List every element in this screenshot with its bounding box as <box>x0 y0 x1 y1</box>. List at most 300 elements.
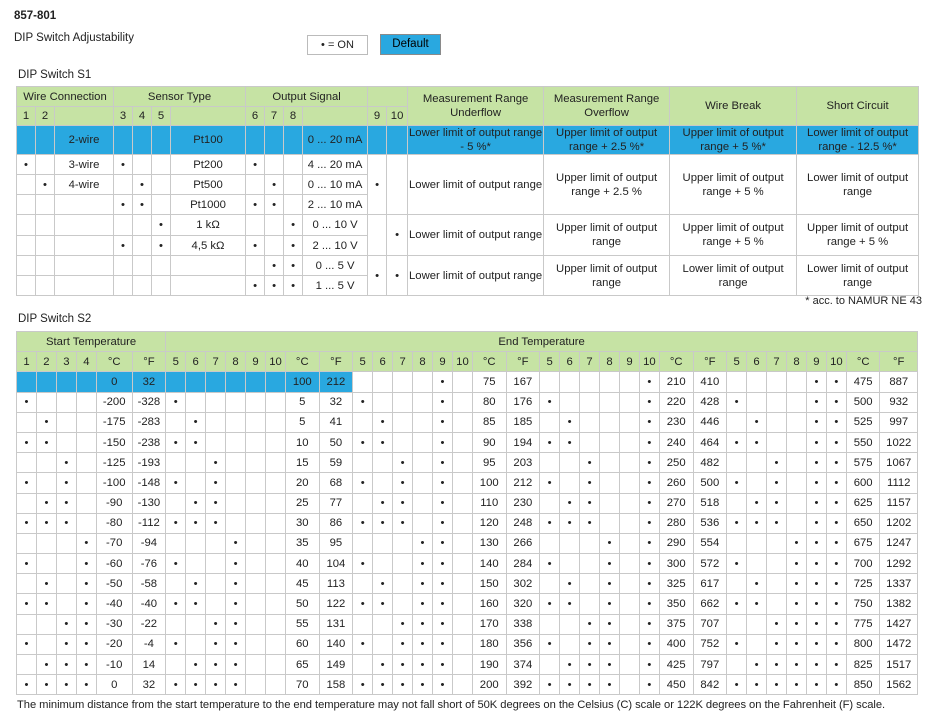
end-fahrenheit: 1112 <box>880 473 918 493</box>
dip-state <box>17 574 37 594</box>
end-celsius: 100 <box>285 372 319 392</box>
end-celsius: 45 <box>285 574 319 594</box>
end-celsius: 110 <box>472 493 506 513</box>
dip-state: • <box>767 614 787 634</box>
empty-cell <box>17 236 36 256</box>
dip-state <box>452 372 472 392</box>
dip-state <box>600 473 620 493</box>
end-fahrenheit: 842 <box>693 675 727 695</box>
dip-state: • <box>56 453 76 473</box>
dip-state <box>56 412 76 432</box>
dip-state <box>152 195 171 215</box>
dip-state: • <box>353 554 373 574</box>
dip-state <box>265 236 284 256</box>
dip-state: • <box>747 574 767 594</box>
output-signal-label: 0 ... 5 V <box>303 256 368 276</box>
end-fahrenheit: 1382 <box>880 594 918 614</box>
dip-state: • <box>727 392 747 412</box>
dip-state: • <box>17 432 37 452</box>
header-spacer <box>171 107 246 126</box>
dip-state: • <box>433 533 453 553</box>
dip-state <box>619 655 639 675</box>
dip-state: • <box>433 453 453 473</box>
dip-state: • <box>166 675 186 695</box>
empty-cell <box>152 276 171 296</box>
dip-state <box>17 175 36 195</box>
start-celsius: -175 <box>96 412 132 432</box>
dip-state <box>540 372 560 392</box>
dip-state: • <box>787 554 807 574</box>
dip-state: • <box>639 554 659 574</box>
end-column-header: 5 <box>353 352 373 372</box>
end-fahrenheit: 95 <box>319 533 353 553</box>
dip-state: • <box>56 675 76 695</box>
dip-state <box>284 175 303 195</box>
end-fahrenheit: 104 <box>319 554 353 574</box>
start-celsius: -40 <box>96 594 132 614</box>
start-celsius: -100 <box>96 473 132 493</box>
end-celsius: 230 <box>659 412 693 432</box>
end-celsius: 475 <box>846 372 880 392</box>
dip-state <box>560 392 580 412</box>
dip-state: • <box>387 215 408 256</box>
output-signal-label: 1 ... 5 V <box>303 276 368 296</box>
dip-state <box>787 412 807 432</box>
dip-state: • <box>826 655 846 675</box>
dip-state: • <box>540 392 560 412</box>
dip-state <box>580 412 600 432</box>
end-celsius: 800 <box>846 634 880 654</box>
dip-state: • <box>114 195 133 215</box>
dip-state <box>152 175 171 195</box>
dip-state: • <box>433 473 453 493</box>
dip-state: • <box>787 675 807 695</box>
dip-state <box>17 533 37 553</box>
namur-note: * acc. to NAMUR NE 43 <box>805 295 922 307</box>
end-fahrenheit: 1517 <box>880 655 918 675</box>
s2-row <box>17 594 918 614</box>
dip-state <box>56 533 76 553</box>
dip-state <box>619 392 639 412</box>
end-fahrenheit: 554 <box>693 533 727 553</box>
dip-state: • <box>226 634 246 654</box>
fault-response-under: Lower limit of output range <box>408 215 544 256</box>
start-column-header: °C <box>96 352 132 372</box>
dip-state <box>246 412 266 432</box>
output-signal-label: 2 ... 10 mA <box>303 195 368 215</box>
dip-state: • <box>600 634 620 654</box>
end-fahrenheit: 176 <box>506 392 540 412</box>
empty-cell <box>171 276 246 296</box>
start-fahrenheit: -40 <box>132 594 166 614</box>
empty-cell <box>55 195 114 215</box>
end-fahrenheit: 482 <box>693 453 727 473</box>
dip-state: • <box>56 614 76 634</box>
dip-state <box>373 533 393 553</box>
dip-state: • <box>540 432 560 452</box>
dip-state: • <box>806 574 826 594</box>
end-fahrenheit: 752 <box>693 634 727 654</box>
dip-state <box>246 513 266 533</box>
dip-state: • <box>540 473 560 493</box>
end-celsius: 250 <box>659 453 693 473</box>
dip-state: • <box>826 614 846 634</box>
dip-state <box>600 493 620 513</box>
dip-state: • <box>393 473 413 493</box>
dip-state <box>226 493 246 513</box>
dip-state <box>540 493 560 513</box>
dip-state: • <box>727 634 747 654</box>
dip-state <box>166 574 186 594</box>
end-celsius: 400 <box>659 634 693 654</box>
dip-state <box>266 533 286 553</box>
end-celsius: 240 <box>659 432 693 452</box>
s2-row <box>17 574 918 594</box>
dip-state <box>413 493 433 513</box>
dip-state: • <box>639 614 659 634</box>
dip-state <box>393 372 413 392</box>
dip-state <box>246 614 266 634</box>
dip-state: • <box>76 655 96 675</box>
dip-state: • <box>353 392 373 412</box>
dip-state <box>56 392 76 412</box>
dip-state: • <box>806 533 826 553</box>
dip-state <box>266 675 286 695</box>
fault-response-over: Upper limit of output range + 2.5 %* <box>544 126 670 155</box>
end-celsius: 260 <box>659 473 693 493</box>
dip-state: • <box>767 453 787 473</box>
dip-state <box>266 655 286 675</box>
dip-state: • <box>353 675 373 695</box>
end-column-header: 10 <box>639 352 659 372</box>
dip-state: • <box>600 594 620 614</box>
dip-state: • <box>560 594 580 614</box>
dip-state <box>452 554 472 574</box>
dip-state <box>265 155 284 175</box>
end-celsius: 150 <box>472 574 506 594</box>
end-column-header: °F <box>506 352 540 372</box>
dip-state <box>580 432 600 452</box>
dip-state <box>246 215 265 236</box>
end-fahrenheit: 68 <box>319 473 353 493</box>
dip-state: • <box>826 554 846 574</box>
end-column-header: 8 <box>787 352 807 372</box>
end-column-header: °C <box>472 352 506 372</box>
dip-state <box>747 392 767 412</box>
s1-row <box>17 215 919 236</box>
dip-switch-s2-title: DIP Switch S2 <box>18 313 92 325</box>
dip-state <box>580 554 600 574</box>
end-fahrenheit: 131 <box>319 614 353 634</box>
end-celsius: 325 <box>659 574 693 594</box>
dip-state: • <box>413 574 433 594</box>
dip-state: • <box>17 513 37 533</box>
dip-state: • <box>826 473 846 493</box>
end-celsius: 625 <box>846 493 880 513</box>
s2-row <box>17 634 918 654</box>
end-fahrenheit: 1562 <box>880 675 918 695</box>
dip-state <box>387 126 408 155</box>
dip-state <box>747 473 767 493</box>
dip-state <box>246 655 266 675</box>
end-celsius: 700 <box>846 554 880 574</box>
dip-state: • <box>206 493 226 513</box>
dip-state: • <box>373 513 393 533</box>
s1-row <box>17 256 919 276</box>
fault-response-under: Lower limit of output range - 5 %* <box>409 127 543 153</box>
dip-state <box>413 453 433 473</box>
start-fahrenheit: -130 <box>132 493 166 513</box>
dip-state <box>619 412 639 432</box>
switch-number: 6 <box>246 107 265 126</box>
empty-cell <box>55 215 114 236</box>
end-celsius: 825 <box>846 655 880 675</box>
fault-response-wire-break: Upper limit of output range + 5 %* <box>670 126 797 155</box>
end-column-header: 10 <box>266 352 286 372</box>
dip-state: • <box>368 256 387 296</box>
empty-cell <box>36 276 55 296</box>
end-celsius: 130 <box>472 533 506 553</box>
dip-state <box>600 453 620 473</box>
empty-cell <box>17 276 36 296</box>
end-celsius: 190 <box>472 655 506 675</box>
dip-state: • <box>727 554 747 574</box>
dip-state: • <box>76 554 96 574</box>
empty-cell <box>55 256 114 276</box>
document-subtitle: DIP Switch Adjustability <box>14 32 134 44</box>
dip-state: • <box>639 513 659 533</box>
dip-state: • <box>580 675 600 695</box>
dip-state: • <box>413 655 433 675</box>
dip-state: • <box>393 453 413 473</box>
dip-state <box>767 594 787 614</box>
dip-state: • <box>17 473 37 493</box>
dip-state <box>747 453 767 473</box>
dip-state <box>452 614 472 634</box>
dip-state <box>246 256 265 276</box>
dip-state <box>787 513 807 533</box>
dip-state <box>767 432 787 452</box>
end-fahrenheit: 158 <box>319 675 353 695</box>
s2-row <box>17 533 918 553</box>
dip-state: • <box>413 614 433 634</box>
dip-state: • <box>17 155 36 175</box>
header-spacer <box>303 107 368 126</box>
fault-response-wire-break: Upper limit of output range + 5 % <box>670 215 797 256</box>
end-fahrenheit: 302 <box>506 574 540 594</box>
dip-state <box>246 175 265 195</box>
dip-state: • <box>226 554 246 574</box>
empty-cell <box>133 276 152 296</box>
end-column-header: 10 <box>452 352 472 372</box>
dip-state: • <box>56 493 76 513</box>
dip-state: • <box>114 155 133 175</box>
dip-state <box>186 614 206 634</box>
dip-state <box>266 453 286 473</box>
dip-state <box>266 513 286 533</box>
dip-state: • <box>600 533 620 553</box>
dip-state: • <box>806 614 826 634</box>
dip-state <box>266 392 286 412</box>
start-temperature-header: Start Temperature <box>17 332 166 352</box>
end-fahrenheit: 1292 <box>880 554 918 574</box>
start-column-header: 2 <box>36 352 56 372</box>
dip-state <box>206 412 226 432</box>
end-column-header: 6 <box>560 352 580 372</box>
dip-state <box>206 574 226 594</box>
end-celsius: 220 <box>659 392 693 412</box>
dip-state <box>246 453 266 473</box>
switch-number: 7 <box>265 107 284 126</box>
dip-state <box>452 432 472 452</box>
dip-state <box>452 513 472 533</box>
end-fahrenheit: 86 <box>319 513 353 533</box>
dip-state: • <box>353 432 373 452</box>
dip-state: • <box>114 236 133 256</box>
dip-state <box>284 126 303 155</box>
s2-row <box>17 655 918 675</box>
dip-state <box>246 634 266 654</box>
s2-row <box>17 493 918 513</box>
end-celsius: 675 <box>846 533 880 553</box>
dip-state <box>353 533 373 553</box>
end-column-header: 7 <box>393 352 413 372</box>
dip-state: • <box>806 412 826 432</box>
dip-state: • <box>600 554 620 574</box>
dip-state: • <box>787 574 807 594</box>
dip-state <box>17 412 37 432</box>
dip-state: • <box>826 574 846 594</box>
dip-state: • <box>639 574 659 594</box>
dip-state: • <box>226 675 246 695</box>
dip-state: • <box>826 533 846 553</box>
dip-state <box>166 655 186 675</box>
dip-state <box>206 533 226 553</box>
overflow-header-line2: Overflow <box>584 107 629 119</box>
end-column-header: °F <box>693 352 727 372</box>
dip-state <box>166 412 186 432</box>
start-column-header: °F <box>132 352 166 372</box>
dip-state <box>17 126 36 155</box>
dip-state: • <box>580 493 600 513</box>
end-celsius: 850 <box>846 675 880 695</box>
start-fahrenheit: -22 <box>132 614 166 634</box>
dip-state: • <box>433 554 453 574</box>
dip-state: • <box>265 195 284 215</box>
end-celsius: 750 <box>846 594 880 614</box>
dip-state <box>787 432 807 452</box>
dip-state <box>226 432 246 452</box>
dip-state: • <box>767 513 787 533</box>
dip-state: • <box>560 412 580 432</box>
dip-state: • <box>17 554 37 574</box>
dip-state: • <box>826 513 846 533</box>
dip-state <box>387 155 408 215</box>
dip-state <box>540 574 560 594</box>
dip-state: • <box>206 675 226 695</box>
dip-state <box>452 533 472 553</box>
dip-state <box>619 554 639 574</box>
end-fahrenheit: 212 <box>319 372 353 392</box>
end-fahrenheit: 572 <box>693 554 727 574</box>
end-celsius: 120 <box>472 513 506 533</box>
dip-state: • <box>560 513 580 533</box>
end-fahrenheit: 536 <box>693 513 727 533</box>
dip-state: • <box>373 574 393 594</box>
end-fahrenheit: 32 <box>319 392 353 412</box>
dip-state <box>413 392 433 412</box>
dip-state <box>246 432 266 452</box>
sensor-type-label: Pt500 <box>171 175 246 195</box>
dip-state <box>246 372 266 392</box>
dip-state: • <box>747 594 767 614</box>
empty-cell <box>17 195 36 215</box>
dip-state <box>166 533 186 553</box>
dip-state <box>560 634 580 654</box>
dip-state: • <box>36 175 55 195</box>
dip-state: • <box>826 453 846 473</box>
dip-state <box>767 533 787 553</box>
dip-state <box>206 392 226 412</box>
dip-state <box>76 432 96 452</box>
dip-state <box>619 432 639 452</box>
dip-state: • <box>152 236 171 256</box>
dip-state <box>186 372 206 392</box>
end-celsius: 600 <box>846 473 880 493</box>
end-column-header: °F <box>880 352 918 372</box>
dip-state <box>452 574 472 594</box>
dip-state: • <box>206 513 226 533</box>
dip-state <box>266 432 286 452</box>
dip-state <box>600 432 620 452</box>
dip-state: • <box>639 372 659 392</box>
end-fahrenheit: 50 <box>319 432 353 452</box>
output-signal-label: 2 ... 10 V <box>303 236 368 256</box>
start-celsius: 0 <box>96 372 132 392</box>
output-signal-label: 0 ... 20 mA <box>303 126 368 155</box>
end-column-header: 8 <box>226 352 246 372</box>
dip-state: • <box>826 432 846 452</box>
dip-state <box>226 412 246 432</box>
dip-state <box>452 453 472 473</box>
dip-state <box>767 412 787 432</box>
dip-state <box>747 614 767 634</box>
sensor-type-label: Pt1000 <box>171 195 246 215</box>
end-fahrenheit: 41 <box>319 412 353 432</box>
dip-state <box>413 473 433 493</box>
dip-state <box>114 215 133 236</box>
dip-state: • <box>433 412 453 432</box>
dip-state: • <box>353 473 373 493</box>
dip-state <box>186 473 206 493</box>
end-celsius: 140 <box>472 554 506 574</box>
dip-state <box>373 634 393 654</box>
dip-state: • <box>747 675 767 695</box>
dip-state <box>452 675 472 695</box>
fault-response-wire-break: Lower limit of output range <box>670 256 797 296</box>
dip-state: • <box>36 493 56 513</box>
end-temperature-header: End Temperature <box>166 332 918 352</box>
legend-on-key: • = ON <box>307 35 368 55</box>
fault-response-short: Lower limit of output range - 12.5 %* <box>797 126 919 155</box>
dip-state: • <box>373 412 393 432</box>
wire-connection-label: 4-wire <box>55 175 114 195</box>
end-celsius: 85 <box>472 412 506 432</box>
dip-state: • <box>433 372 453 392</box>
dip-state: • <box>600 614 620 634</box>
dip-switch-s1-title: DIP Switch S1 <box>18 69 92 81</box>
dip-state: • <box>560 655 580 675</box>
